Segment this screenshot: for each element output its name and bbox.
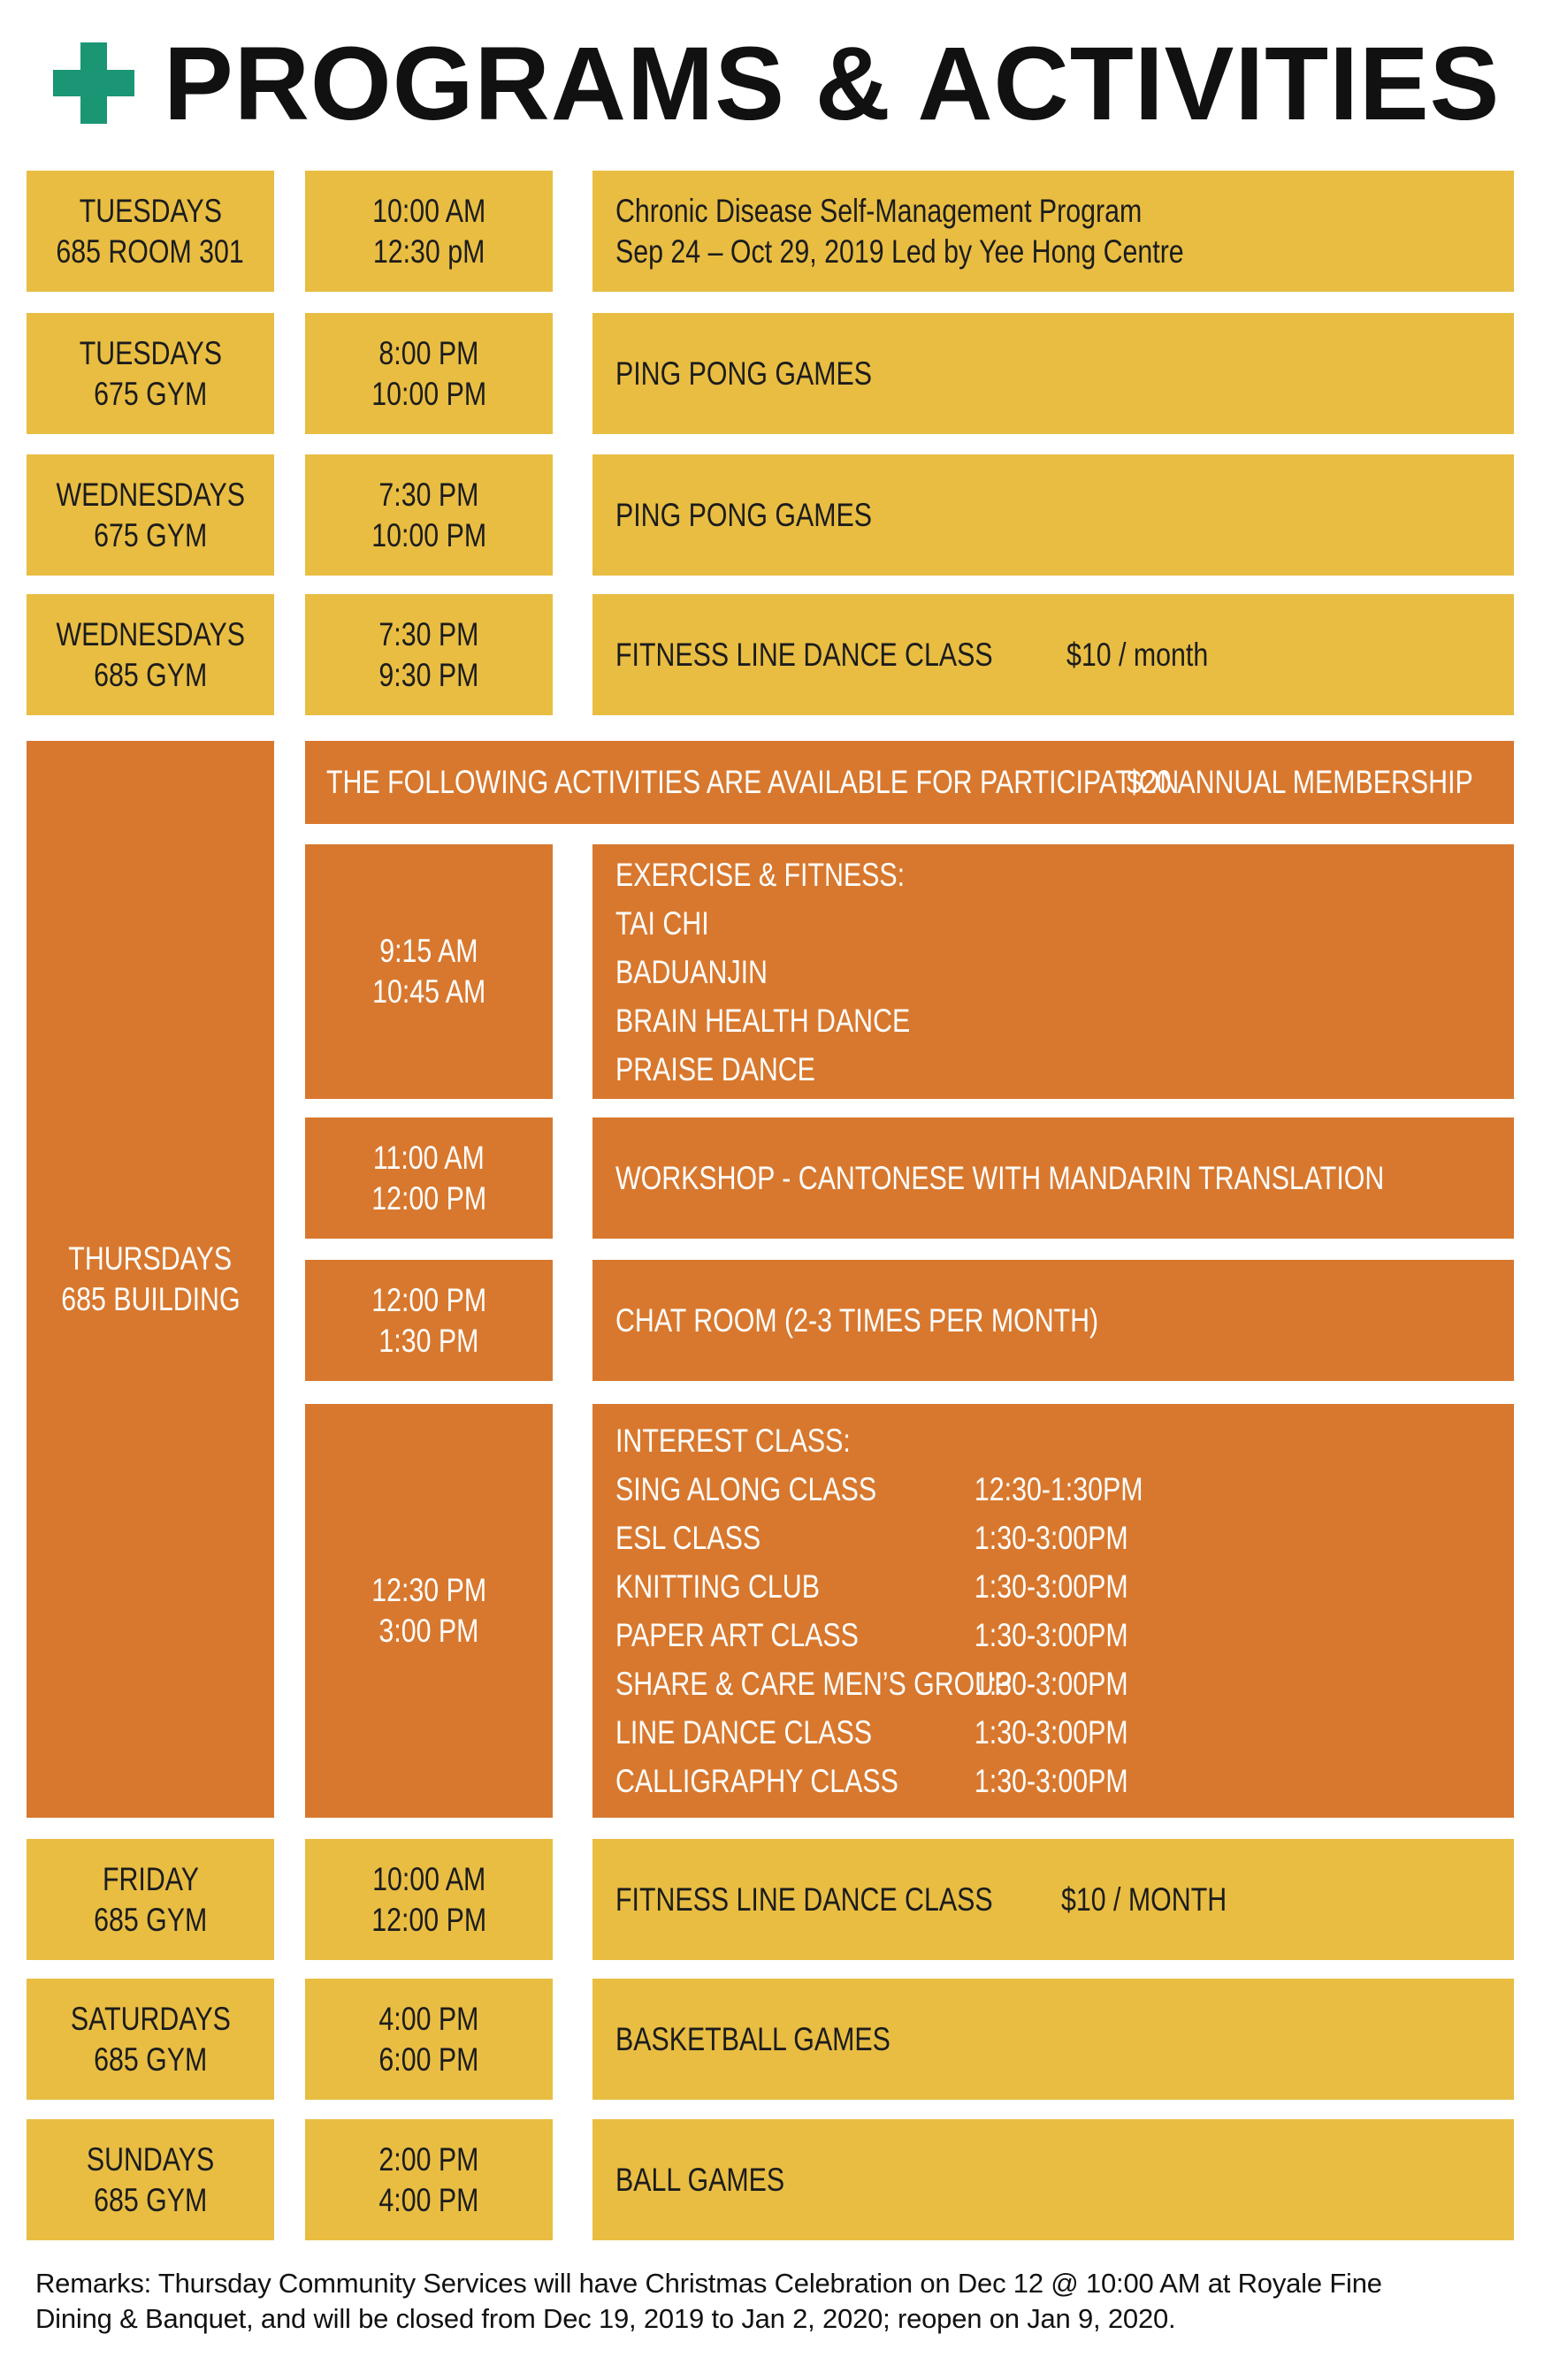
thursday-block-2-end: 12:00 PM [371, 1179, 486, 1217]
thursday-block-1-time-cell [305, 844, 553, 1099]
row-3-end: 10:00 PM [371, 516, 486, 553]
interest-class-time: 1:30-3:00PM [974, 1568, 1128, 1605]
exercise-item-1: TAI CHI [615, 904, 709, 942]
workshop-label: WORKSHOP - CANTONESE WITH MANDARIN TRANSLATION [615, 1159, 1385, 1196]
row-sunday-activity: BALL GAMES [615, 2161, 785, 2198]
thursday-place: 685 BUILDING [60, 1281, 241, 1317]
exercise-item-2: BADUANJIN [615, 953, 768, 990]
row-friday-start: 10:00 AM [371, 1860, 486, 1897]
interest-class-time: 1:30-3:00PM [974, 1617, 1128, 1653]
row-4-activity-cell [592, 594, 1514, 715]
remarks-line-1: Remarks: Thursday Community Services will have Christmas Celebration on Dec 12 @ 10:00 AM at Royale Fine [35, 2268, 1382, 2299]
row-friday-activity-cell [592, 1839, 1514, 1960]
row-saturday-activity-cell [592, 1979, 1514, 2100]
row-3-day-cell [27, 454, 274, 576]
row-4-day-cell [27, 594, 274, 715]
row-1-end: 12:30 pM [372, 233, 485, 270]
row-4-day: WEDNESDAYS [56, 615, 245, 652]
thursday-day-cell [27, 741, 274, 1818]
interest-class-name: SING ALONG CLASS [615, 1471, 877, 1507]
interest-class-name: KNITTING CLUB [615, 1568, 820, 1605]
row-2-end: 10:00 PM [371, 375, 486, 412]
interest-class-row [615, 1562, 1143, 1611]
banner-text: THE FOLLOWING ACTIVITIES ARE AVAILABLE FOR PARTICIPATION [326, 764, 1180, 800]
interest-class-row [615, 1757, 1143, 1805]
interest-class-time: 12:30-1:30PM [974, 1471, 1143, 1507]
row-4-time-cell [305, 594, 553, 715]
interest-class-row [615, 1611, 1143, 1659]
row-saturday-activity: BASKETBALL GAMES [615, 2020, 890, 2057]
interest-class-time: 1:30-3:00PM [974, 1520, 1128, 1556]
row-sunday-start: 2:00 PM [378, 2140, 479, 2178]
interest-time-cell [305, 1404, 553, 1818]
row-3-day: WEDNESDAYS [56, 476, 245, 513]
row-1-start: 10:00 AM [371, 192, 486, 229]
row-3-time-cell [305, 454, 553, 576]
row-2-place: 675 GYM [93, 375, 208, 412]
row-friday-place: 685 GYM [93, 1901, 208, 1938]
interest-activity-cell [592, 1404, 1514, 1818]
interest-start: 12:30 PM [371, 1572, 486, 1608]
row-saturday-day: SATURDAYS [70, 2000, 231, 2037]
row-saturday-time-cell [305, 1979, 553, 2100]
thursday-block-3-time-cell [305, 1260, 553, 1381]
page-title: PROGRAMS & ACTIVITIES [164, 26, 1501, 142]
row-saturday-day-cell [27, 1979, 274, 2100]
row-1-day: TUESDAYS [79, 192, 222, 229]
thursday-block-1-end: 10:45 AM [371, 973, 486, 1010]
row-2-activity: PING PONG GAMES [615, 355, 872, 392]
row-4-activity: FITNESS LINE DANCE CLASS [615, 636, 993, 673]
row-sunday-place: 685 GYM [93, 2181, 208, 2218]
interest-heading: INTEREST CLASS: [615, 1423, 851, 1459]
interest-class-time: 1:30-3:00PM [974, 1666, 1128, 1702]
row-saturday-start: 4:00 PM [378, 2000, 479, 2037]
interest-class-name: PAPER ART CLASS [615, 1617, 859, 1653]
exercise-heading: EXERCISE & FITNESS: [615, 856, 906, 893]
row-friday-end: 12:00 PM [371, 1901, 486, 1938]
row-saturday-place: 685 GYM [93, 2041, 208, 2078]
thursday-block-1-start: 9:15 AM [379, 933, 478, 969]
row-2-start: 8:00 PM [378, 334, 479, 371]
thursday-block-2-activity-cell [592, 1118, 1514, 1239]
row-1-line-2: Sep 24 – Oct 29, 2019 Led by Yee Hong Centre [615, 233, 1184, 270]
interest-end: 3:00 PM [378, 1613, 479, 1649]
thursday-block-1-activity-cell [592, 844, 1514, 1099]
interest-class-name: CALLIGRAPHY CLASS [615, 1763, 898, 1799]
interest-class-row [615, 1708, 1143, 1757]
row-friday-day-cell [27, 1839, 274, 1960]
row-4-price: $10 / month [1066, 636, 1209, 673]
row-friday-price: $10 / MONTH [1061, 1880, 1227, 1918]
row-1-day-cell [27, 171, 274, 292]
row-1-place: 685 ROOM 301 [56, 233, 245, 270]
exercise-item-3: BRAIN HEALTH DANCE [615, 1002, 911, 1039]
chat-room-label: CHAT ROOM (2-3 TIMES PER MONTH) [615, 1301, 1099, 1339]
row-sunday-end: 4:00 PM [378, 2181, 479, 2218]
row-4-place: 685 GYM [93, 656, 208, 693]
interest-class-time: 1:30-3:00PM [974, 1714, 1128, 1751]
thursday-block-3-activity-cell [592, 1260, 1514, 1381]
thursday-banner [305, 741, 1514, 824]
plus-cross-icon [53, 42, 134, 124]
remarks-line-2: Dining & Banquet, and will be closed from Dec 19, 2019 to Jan 2, 2020; reopen on Jan 9, 2020. [35, 2303, 1176, 2334]
row-4-start: 7:30 PM [378, 615, 479, 652]
interest-class-time: 1:30-3:00PM [974, 1763, 1128, 1799]
row-3-start: 7:30 PM [378, 476, 479, 513]
row-3-activity: PING PONG GAMES [615, 496, 872, 533]
row-1-time-cell [305, 171, 553, 292]
interest-class-row [615, 1465, 1143, 1514]
thursday-block-3-start: 12:00 PM [371, 1281, 486, 1318]
row-1-activity-cell [592, 171, 1514, 292]
thursday-block-3-end: 1:30 PM [378, 1322, 479, 1359]
row-3-place: 675 GYM [93, 516, 208, 553]
row-4-end: 9:30 PM [378, 656, 479, 693]
banner-fee: $20 ANNUAL MEMBERSHIP [1127, 764, 1473, 800]
row-2-activity-cell [592, 313, 1514, 434]
remarks [35, 2266, 1530, 2337]
row-friday-time-cell [305, 1839, 553, 1960]
exercise-item-4: PRAISE DANCE [615, 1050, 815, 1087]
row-sunday-time-cell [305, 2119, 553, 2240]
interest-class-name: LINE DANCE CLASS [615, 1714, 873, 1751]
row-2-day-cell [27, 313, 274, 434]
row-friday-activity: FITNESS LINE DANCE CLASS [615, 1880, 993, 1918]
interest-class-row [615, 1514, 1143, 1562]
row-saturday-end: 6:00 PM [378, 2041, 479, 2078]
row-sunday-activity-cell [592, 2119, 1514, 2240]
thursday-block-2-start: 11:00 AM [373, 1139, 485, 1176]
row-friday-day: FRIDAY [102, 1860, 199, 1897]
row-2-day: TUESDAYS [79, 334, 222, 371]
row-sunday-day: SUNDAYS [86, 2140, 215, 2178]
row-3-activity-cell [592, 454, 1514, 576]
row-2-time-cell [305, 313, 553, 434]
row-1-line-1: Chronic Disease Self-Management Program [615, 192, 1143, 229]
thursday-block-2-time-cell [305, 1118, 553, 1239]
row-sunday-day-cell [27, 2119, 274, 2240]
interest-class-row [615, 1659, 1143, 1708]
interest-class-name: ESL CLASS [615, 1520, 761, 1556]
thursday-day: THURSDAYS [68, 1240, 233, 1277]
interest-class-name: SHARE & CARE MEN’S GROUP [615, 1666, 1013, 1702]
